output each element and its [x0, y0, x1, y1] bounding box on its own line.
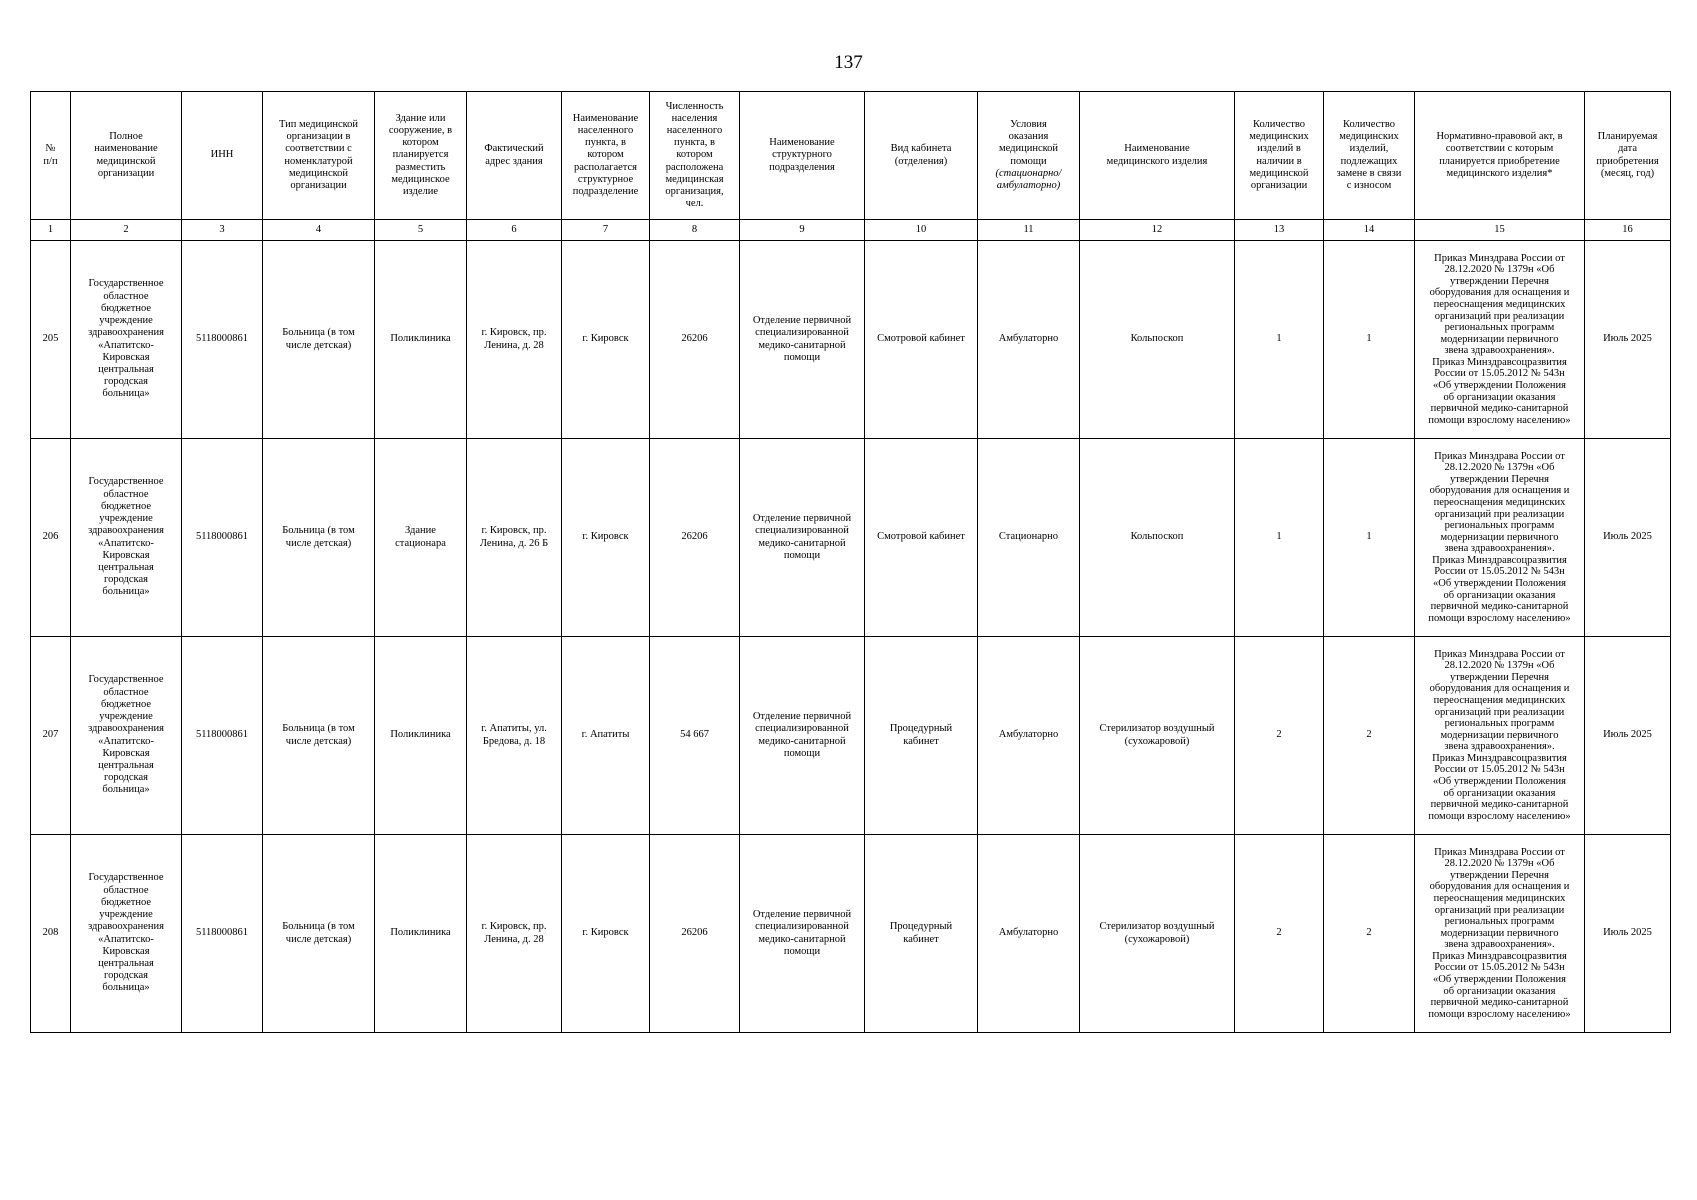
- header-cell: Тип медицинской организации в соответствии с номенклатурой медицинской организации: [263, 92, 375, 220]
- cell-address: г. Апатиты, ул. Бредова, д. 18: [467, 637, 562, 835]
- column-number-cell: 14: [1324, 220, 1415, 241]
- column-number-cell: 2: [71, 220, 182, 241]
- cell-type: Больница (в том числе детская): [263, 835, 375, 1033]
- page-number: 137: [834, 52, 863, 73]
- cell-qty-replace: 2: [1324, 835, 1415, 1033]
- header-cell-italic-note: (стационарно/ амбулаторно): [995, 167, 1062, 191]
- cell-locality: г. Кировск: [562, 241, 650, 439]
- cell-type: Больница (в том числе детская): [263, 241, 375, 439]
- cell-population: 26206: [650, 835, 740, 1033]
- cell-date: Июль 2025: [1585, 835, 1671, 1033]
- cell-org: Государственное областное бюджетное учреждение здравоохранения «Апатитско- Кировская центральная городская больница»: [71, 241, 182, 439]
- cell-qty-available: 2: [1235, 835, 1324, 1033]
- cell-inn: 5118000861: [182, 439, 263, 637]
- cell-device: Кольпоскоп: [1080, 241, 1235, 439]
- cell-conditions: Стационарно: [978, 439, 1080, 637]
- column-number-cell: 16: [1585, 220, 1671, 241]
- cell-conditions: Амбулаторно: [978, 637, 1080, 835]
- column-number-cell: 11: [978, 220, 1080, 241]
- cell-org: Государственное областное бюджетное учреждение здравоохранения «Апатитско- Кировская центральная городская больница»: [71, 439, 182, 637]
- cell-type: Больница (в том числе детская): [263, 637, 375, 835]
- header-cell: Вид кабинета (отделения): [865, 92, 978, 220]
- header-cell: Наименование медицинского изделия: [1080, 92, 1235, 220]
- header-cell: Количество медицинских изделий в наличии в медицинской организации: [1235, 92, 1324, 220]
- column-number-cell: 9: [740, 220, 865, 241]
- cell-population: 54 667: [650, 637, 740, 835]
- cell-population: 26206: [650, 439, 740, 637]
- column-number-cell: 8: [650, 220, 740, 241]
- header-cell: Фактический адрес здания: [467, 92, 562, 220]
- cell-locality: г. Апатиты: [562, 637, 650, 835]
- cell-qty-available: 1: [1235, 439, 1324, 637]
- cell-qty-replace: 1: [1324, 439, 1415, 637]
- cell-building: Здание стационара: [375, 439, 467, 637]
- cell-device: Стерилизатор воздушный (сухожаровой): [1080, 835, 1235, 1033]
- cell-num: 206: [31, 439, 71, 637]
- cell-device: Стерилизатор воздушный (сухожаровой): [1080, 637, 1235, 835]
- column-number-cell: 10: [865, 220, 978, 241]
- cell-org: Государственное областное бюджетное учреждение здравоохранения «Апатитско- Кировская центральная городская больница»: [71, 637, 182, 835]
- cell-building: Поликлиника: [375, 835, 467, 1033]
- cell-date: Июль 2025: [1585, 637, 1671, 835]
- cell-building: Поликлиника: [375, 241, 467, 439]
- cell-qty-available: 2: [1235, 637, 1324, 835]
- table-row: [31, 241, 1671, 439]
- header-cell: Планируемая дата приобретения (месяц, год): [1585, 92, 1671, 220]
- column-number-cell: 13: [1235, 220, 1324, 241]
- column-number-row: [31, 220, 1671, 241]
- cell-unit: Отделение первичной специализированной медико-санитарной помощи: [740, 637, 865, 835]
- cell-num: 208: [31, 835, 71, 1033]
- cell-date: Июль 2025: [1585, 439, 1671, 637]
- cell-cabinet: Процедурный кабинет: [865, 637, 978, 835]
- column-number-cell: 12: [1080, 220, 1235, 241]
- header-cell: Полное наименование медицинской организации: [71, 92, 182, 220]
- column-number-cell: 3: [182, 220, 263, 241]
- column-number-cell: 7: [562, 220, 650, 241]
- cell-act: Приказ Минздрава России от 28.12.2020 № 1379н «Об утверждении Перечня оборудования для оснащения и переоснащения медицинских организаций при реализации региональных программ модернизации первичного звена здравоохранения». Приказ Минздравсоцразвития России от 15.05.2012 № 543н «Об утверждении Положения об организации оказания первичной медико-санитарной помощи взрослому населению»: [1415, 637, 1585, 835]
- column-number-cell: 4: [263, 220, 375, 241]
- cell-type: Больница (в том числе детская): [263, 439, 375, 637]
- header-cell: Здание или сооружение, в котором планируется разместить медицинское изделие: [375, 92, 467, 220]
- column-number-cell: 5: [375, 220, 467, 241]
- table-header-row: [31, 92, 1671, 220]
- cell-qty-available: 1: [1235, 241, 1324, 439]
- cell-org: Государственное областное бюджетное учреждение здравоохранения «Апатитско- Кировская центральная городская больница»: [71, 835, 182, 1033]
- equipment-table: [30, 91, 1671, 1033]
- cell-unit: Отделение первичной специализированной медико-санитарной помощи: [740, 439, 865, 637]
- cell-locality: г. Кировск: [562, 439, 650, 637]
- cell-num: 207: [31, 637, 71, 835]
- column-number-cell: 6: [467, 220, 562, 241]
- cell-act: Приказ Минздрава России от 28.12.2020 № 1379н «Об утверждении Перечня оборудования для оснащения и переоснащения медицинских организаций при реализации региональных программ модернизации первичного звена здравоохранения». Приказ Минздравсоцразвития России от 15.05.2012 № 543н «Об утверждении Положения об организации оказания первичной медико-санитарной помощи взрослому населению»: [1415, 241, 1585, 439]
- table-row: [31, 439, 1671, 637]
- header-cell: ИНН: [182, 92, 263, 220]
- cell-cabinet: Процедурный кабинет: [865, 835, 978, 1033]
- cell-address: г. Кировск, пр. Ленина, д. 28: [467, 241, 562, 439]
- header-cell: Количество медицинских изделий, подлежащих замене в связи с износом: [1324, 92, 1415, 220]
- cell-address: г. Кировск, пр. Ленина, д. 28: [467, 835, 562, 1033]
- cell-device: Кольпоскоп: [1080, 439, 1235, 637]
- cell-unit: Отделение первичной специализированной медико-санитарной помощи: [740, 835, 865, 1033]
- cell-cabinet: Смотровой кабинет: [865, 439, 978, 637]
- header-cell: [978, 92, 1080, 220]
- cell-inn: 5118000861: [182, 637, 263, 835]
- cell-num: 205: [31, 241, 71, 439]
- cell-act: Приказ Минздрава России от 28.12.2020 № 1379н «Об утверждении Перечня оборудования для оснащения и переоснащения медицинских организаций при реализации региональных программ модернизации первичного звена здравоохранения». Приказ Минздравсоцразвития России от 15.05.2012 № 543н «Об утверждении Положения об организации оказания первичной медико-санитарной помощи взрослому населению»: [1415, 439, 1585, 637]
- cell-population: 26206: [650, 241, 740, 439]
- cell-conditions: Амбулаторно: [978, 241, 1080, 439]
- column-number-cell: 1: [31, 220, 71, 241]
- cell-unit: Отделение первичной специализированной медико-санитарной помощи: [740, 241, 865, 439]
- cell-address: г. Кировск, пр. Ленина, д. 26 Б: [467, 439, 562, 637]
- cell-cabinet: Смотровой кабинет: [865, 241, 978, 439]
- cell-qty-replace: 2: [1324, 637, 1415, 835]
- header-cell: Численность населения населенного пункта, в котором расположена медицинская организация, чел.: [650, 92, 740, 220]
- cell-inn: 5118000861: [182, 835, 263, 1033]
- column-number-cell: 15: [1415, 220, 1585, 241]
- table-row: [31, 637, 1671, 835]
- header-cell: Наименование населенного пункта, в котором располагается структурное подразделение: [562, 92, 650, 220]
- header-cell: Наименование структурного подразделения: [740, 92, 865, 220]
- table-row: [31, 835, 1671, 1033]
- header-cell-text: Условия оказания медицинской помощи: [998, 118, 1059, 167]
- header-cell: № п/п: [31, 92, 71, 220]
- cell-inn: 5118000861: [182, 241, 263, 439]
- cell-date: Июль 2025: [1585, 241, 1671, 439]
- cell-building: Поликлиника: [375, 637, 467, 835]
- cell-conditions: Амбулаторно: [978, 835, 1080, 1033]
- cell-qty-replace: 1: [1324, 241, 1415, 439]
- cell-act: Приказ Минздрава России от 28.12.2020 № 1379н «Об утверждении Перечня оборудования для оснащения и переоснащения медицинских организаций при реализации региональных программ модернизации первичного звена здравоохранения». Приказ Минздравсоцразвития России от 15.05.2012 № 543н «Об утверждении Положения об организации оказания первичной медико-санитарной помощи взрослому населению»: [1415, 835, 1585, 1033]
- cell-locality: г. Кировск: [562, 835, 650, 1033]
- header-cell: Нормативно-правовой акт, в соответствии с которым планируется приобретение медицинского изделия*: [1415, 92, 1585, 220]
